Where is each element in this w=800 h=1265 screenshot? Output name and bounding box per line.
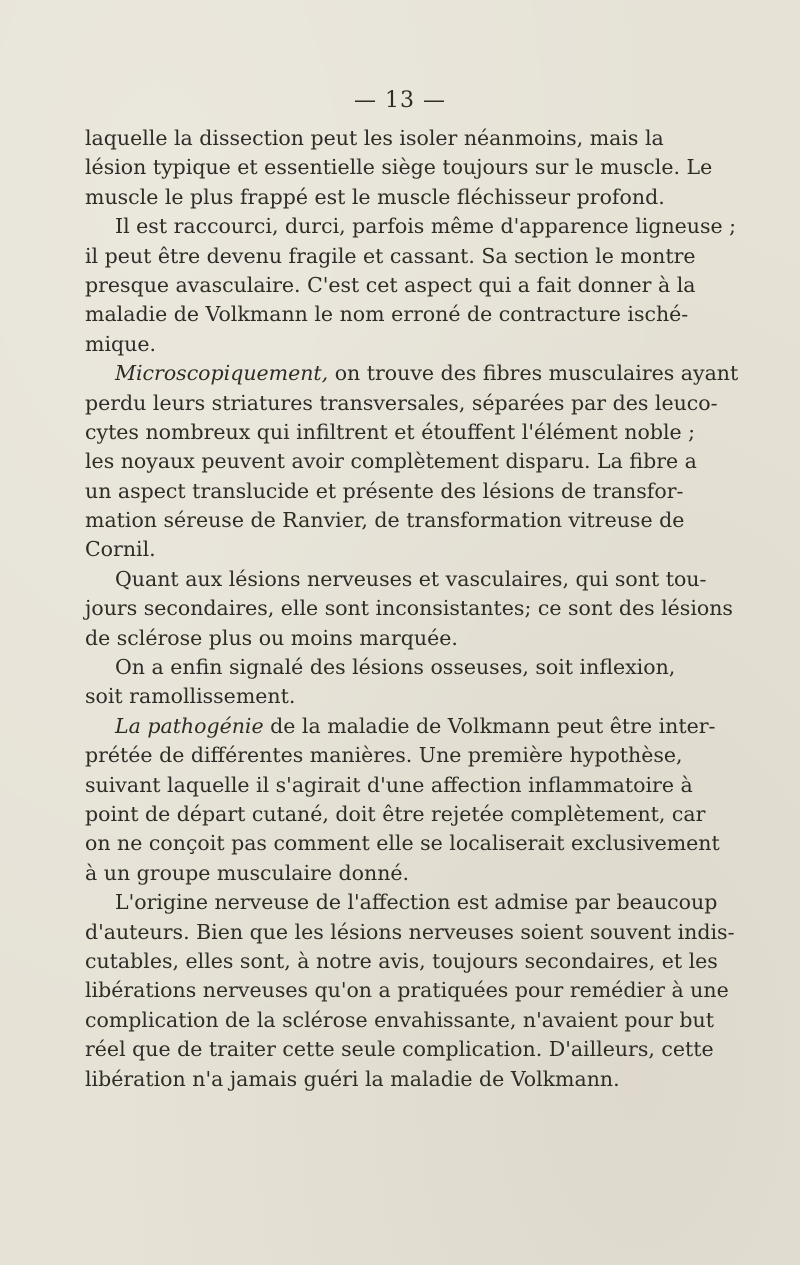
text-line: il peut être devenu fragile et cassant. Sa section le montre — [85, 243, 696, 268]
text-line: à un groupe musculaire donné. — [85, 860, 410, 885]
italic-term-pathogenie: La pathogénie — [115, 713, 264, 738]
text-line: libération n'a jamais guéri la maladie de Volkmann. — [85, 1066, 620, 1091]
text-line: d'auteurs. Bien que les lésions nerveuses soient souvent indis- — [85, 919, 735, 944]
text-line: prétée de différentes manières. Une première hypothèse, — [85, 743, 683, 768]
text-line: de sclérose plus ou moins marquée. — [85, 625, 458, 650]
text-line: L'origine nerveuse de l'affection est admise par beaucoup — [115, 890, 718, 915]
page-number: — 13 — — [354, 88, 446, 113]
text-line: soit ramollissement. — [85, 684, 296, 709]
text-line: Cornil. — [85, 537, 156, 562]
text-line: point de départ cutané, doit être rejetée complètement, car — [85, 801, 706, 826]
text-line: libérations nerveuses qu'on a pratiquées pour remédier à une — [85, 978, 729, 1003]
text-line: On a enfin signalé des lésions osseuses, soit inflexion, — [115, 655, 676, 680]
text-run: de la maladie de Volkmann peut être inter- — [263, 713, 716, 738]
text-line: presque avasculaire. C'est cet aspect qui a fait donner à la — [85, 272, 696, 297]
text-line: muscle le plus frappé est le muscle fléchisseur profond. — [85, 184, 665, 209]
text-line: perdu leurs striatures transversales, séparées par des leuco- — [85, 390, 718, 415]
text-line: mation séreuse de Ranvier, de transformation vitreuse de — [85, 508, 685, 533]
text-line: cytes nombreux qui infiltrent et étouffent l'élément noble ; — [85, 419, 696, 444]
text-line: Quant aux lésions nerveuses et vasculaires, qui sont tou- — [115, 566, 707, 591]
body-text — [85, 124, 739, 1094]
text-line: on ne conçoit pas comment elle se localiserait exclusivement — [85, 831, 720, 856]
text-line: maladie de Volkmann le nom erroné de contracture isché- — [85, 302, 689, 327]
text-run: on trouve des fibres musculaires ayant — [328, 361, 739, 386]
text-line — [85, 359, 739, 388]
text-line: complication de la sclérose envahissante, n'avaient pour but — [85, 1007, 714, 1032]
text-line: réel que de traiter cette seule complication. D'ailleurs, cette — [85, 1037, 714, 1062]
text-line: mique. — [85, 331, 156, 356]
text-line: un aspect translucide et présente des lésions de transfor- — [85, 478, 684, 503]
text-line: suivant laquelle il s'agirait d'une affection inflammatoire à — [85, 772, 693, 797]
text-line: lésion typique et essentielle siège toujours sur le muscle. Le — [85, 155, 713, 180]
text-line: cutables, elles sont, à notre avis, toujours secondaires, et les — [85, 948, 718, 973]
text-line: laquelle la dissection peut les isoler néanmoins, mais la — [85, 126, 664, 150]
text-line: les noyaux peuvent avoir complètement disparu. La fibre a — [85, 449, 697, 474]
text-line: Il est raccourci, durci, parfois même d'apparence ligneuse ; — [115, 214, 737, 239]
text-line: jours secondaires, elle sont inconsistantes; ce sont des lésions — [85, 596, 733, 621]
italic-term-microscopiquement: Microscopiquement, — [115, 361, 329, 386]
text-line — [85, 712, 716, 741]
